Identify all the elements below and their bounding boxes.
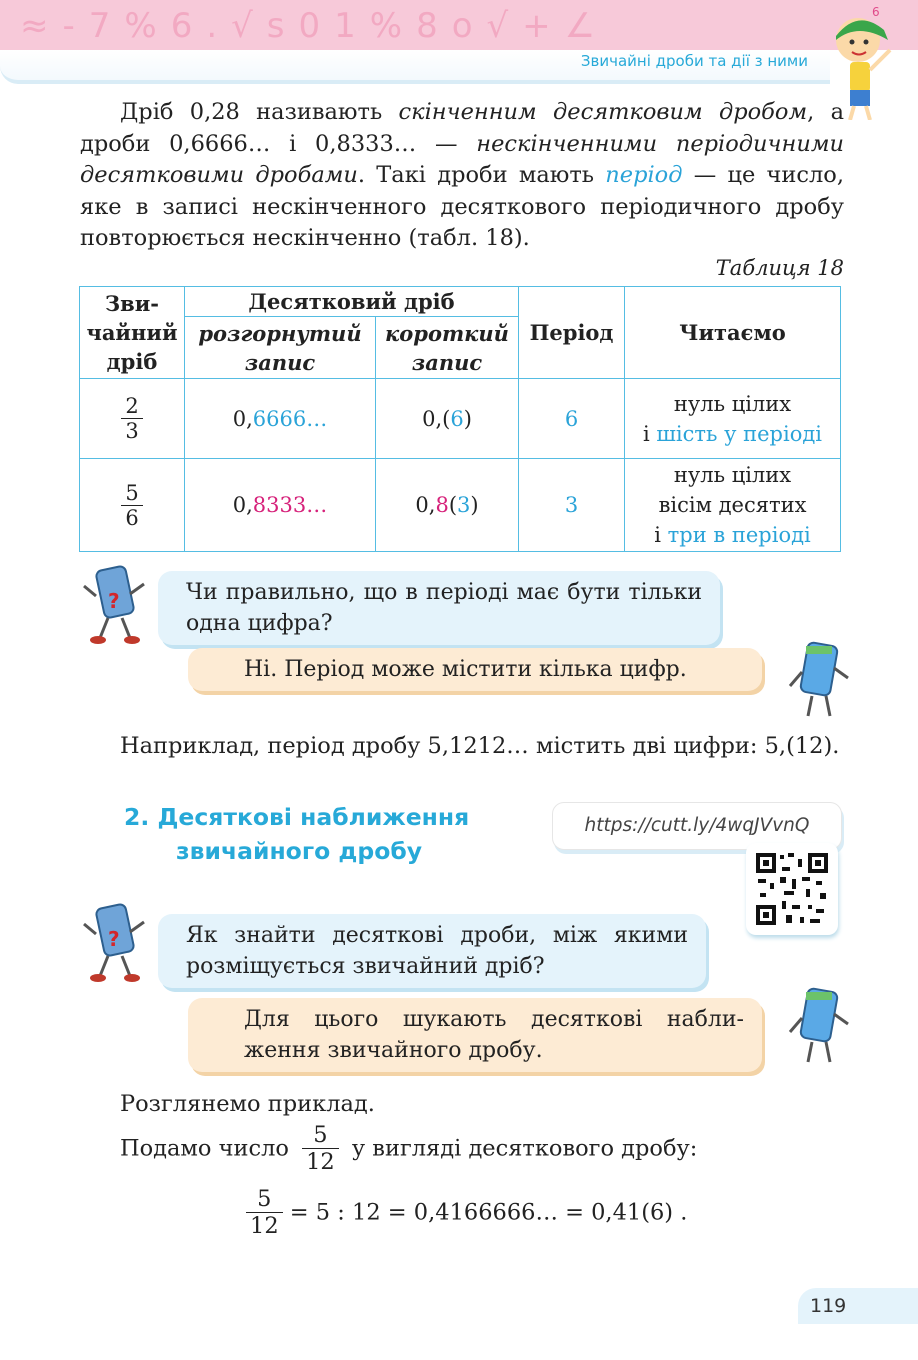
period-cell: 6: [519, 379, 625, 459]
intro-text-3: . Такі дроби мають: [357, 162, 606, 188]
robot-question-icon: [80, 898, 158, 984]
term-period: період: [605, 162, 683, 188]
chapter-title: Звичайні дроби та дії з ними: [580, 52, 808, 70]
present-line: Подамо число $\frac{5}{12}$ у вигляді десяткового дробу:: [120, 1122, 698, 1175]
robot-question-icon: [80, 560, 158, 646]
header-period: Період: [519, 287, 625, 379]
fraction-5-12: $\frac{5}{12}$: [302, 1122, 339, 1175]
intro-paragraph: [80, 97, 844, 255]
short-cell: 0,(6): [376, 379, 519, 459]
section-title: 2. Десяткові наближення звичайного дробу: [124, 803, 470, 865]
expanded-cell: 0,8333…: [185, 459, 376, 552]
svg-text:?: ?: [108, 927, 120, 951]
header-expanded: розгорнутий запис: [185, 317, 376, 379]
fraction-cell: $\frac{5}{6}$: [80, 459, 185, 552]
table-row: [80, 459, 841, 552]
svg-text:?: ?: [108, 589, 120, 613]
robot-answer-icon: [780, 984, 858, 1070]
header-decor-symbols: ≈-7%6.√s01%8o√+∠: [20, 6, 610, 46]
term-finite-decimal: скінченним десятковим дробом: [398, 99, 808, 125]
robot-answer-icon: [780, 638, 858, 724]
header-reading: Читаємо: [625, 287, 841, 379]
intro-text-4: — це число, яке в записі нескінченного десяткового періодичного дробу повторюється нескінченно (табл. 18).: [80, 162, 844, 251]
fraction-5-12: $\frac{5}{12}$: [246, 1186, 283, 1239]
intro-text-1: Дріб 0,28 називають: [120, 99, 399, 125]
question-bubble: Як знайти десяткові дроби, між якими розміщується звичайний дріб?: [158, 914, 706, 988]
table-row: [80, 379, 841, 459]
example-text: Наприклад, період дробу 5,1212… містить дві цифри: 5,(12).: [120, 733, 840, 759]
page-number: 119: [798, 1288, 918, 1324]
fraction-cell: $\frac{2}{3}$: [80, 379, 185, 459]
answer-bubble: Ні. Період може містити кілька цифр.: [188, 648, 762, 691]
qr-code[interactable]: [746, 843, 838, 935]
table-caption: Таблиця 18: [715, 256, 844, 280]
period-cell: 3: [519, 459, 625, 552]
intro-text-2: , а дроби 0,6666… і 0,8333… —: [80, 99, 845, 157]
reading-cell: нуль цілих і шість у періоді: [625, 379, 841, 459]
table-18: [79, 286, 841, 552]
header-decimal-fraction: Десятковий дріб: [185, 287, 519, 317]
question-bubble: Чи правильно, що в періоді має бути тільки одна цифра?: [158, 571, 720, 645]
reading-cell: нуль цілих вісім десятих і три в періоді: [625, 459, 841, 552]
answer-bubble: Для цього шукають десяткові набли-ження звичайного дробу.: [188, 998, 762, 1072]
header-short: короткий запис: [376, 317, 519, 379]
expanded-cell: 0,6666…: [185, 379, 376, 459]
qr-code-icon: [746, 843, 838, 935]
term-infinite-periodic: нескінченними періодичними десятковими дробами: [80, 130, 844, 188]
kid-badge: 6: [872, 5, 880, 19]
header-common-fraction: Зви- чайний дріб: [80, 287, 185, 379]
short-cell: 0,8(3): [376, 459, 519, 552]
resource-link[interactable]: https://cutt.ly/4wqJVvnQ: [552, 802, 842, 850]
consider-text: Розглянемо приклад.: [120, 1091, 375, 1117]
equation: $\frac{5}{12}$ = 5 : 12 = 0,4166666… = 0,41(6) .: [246, 1186, 687, 1239]
